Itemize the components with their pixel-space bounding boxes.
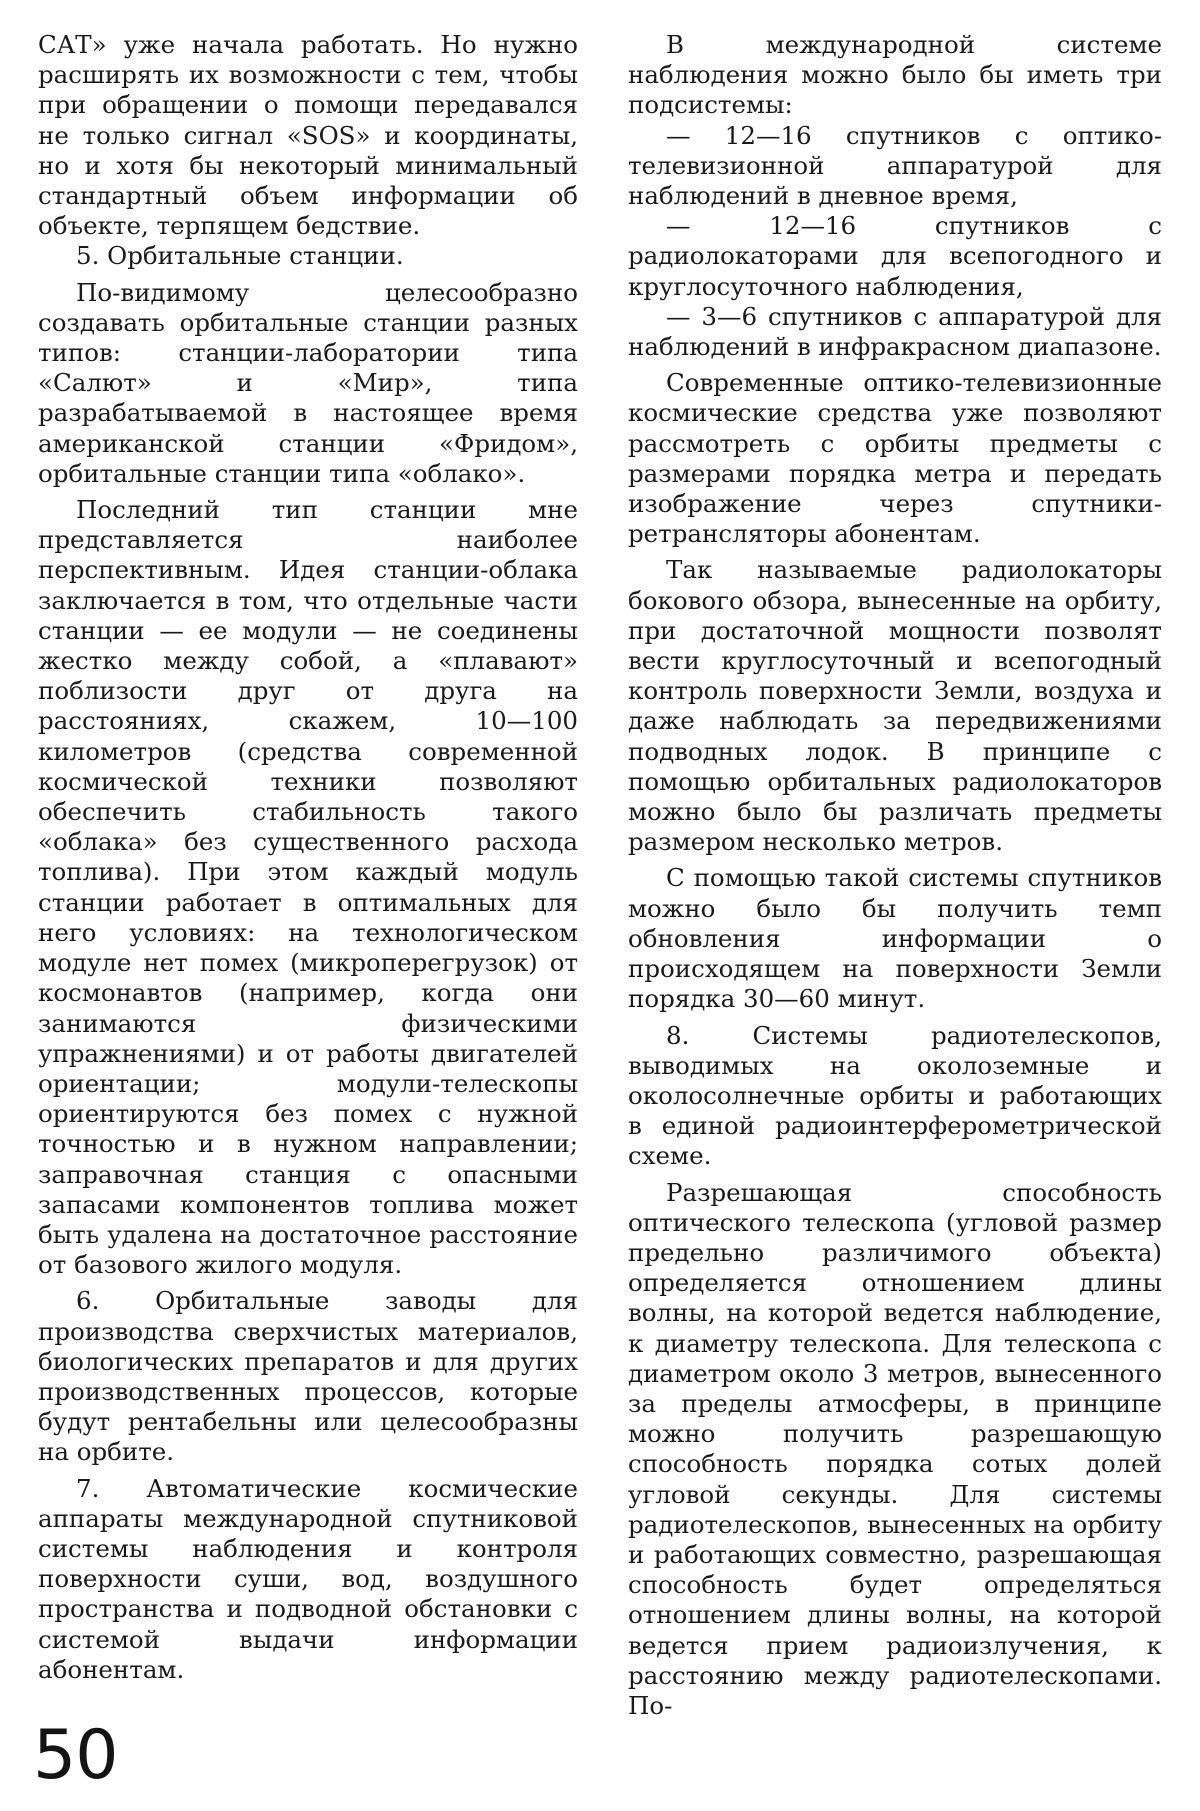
page-number: 50 (33, 1716, 118, 1795)
paragraph: По-видимому целесообразно создавать орбитальные станции разных типов: станции-лаборатории типа «Салют» и «Мир», типа разрабатываемой в настоящее время американской станции «Фридом», орбитальные станции типа «облако». (38, 277, 578, 488)
list-item: — 3—6 спутников с аппаратурой для наблюдений в инфракрасном диапазоне. (628, 301, 1162, 362)
list-item: — 12—16 спутников с радиолокаторами для всепогодного и круглосуточного наблюдения, (628, 211, 1162, 301)
section-item-automatic-spacecraft: 7. Автоматические космические аппараты международной спутниковой системы наблюдения и контроля поверхности суши, вод, воздушного пространства и подводной обстановки с системой выдачи информации абонентам. (38, 1473, 578, 1684)
section-item-orbital-factories: 6. Орбитальные заводы для производства сверхчистых материалов, биологических препаратов и для других производственных процессов, которые будут рентабельны или целесообразны на орбите. (38, 1286, 578, 1467)
right-column (628, 30, 1162, 1721)
section-item-radio-telescopes: 8. Системы радиотелескопов, выводимых на околоземные и околосолнечные орбиты и работающих в единой радиоинтерферометрической схеме. (628, 1020, 1162, 1171)
left-column (38, 30, 578, 1685)
paragraph: В международной системе наблюдения можно было бы иметь три подсистемы: (628, 30, 1162, 120)
list-item: — 12—16 спутников с оптико-телевизионной аппаратурой для наблюдений в дневное время, (628, 120, 1162, 211)
paragraph: Разрешающая способность оптического телескопа (угловой размер предельно различимого объекта) определяется отношением длины волны, на которой ведется наблюдение, к диаметру телескопа. Для телескопа с диаметром около 3 метров, вынесенного за пределы атмосферы, в принципе можно получить разрешающую способность порядка сотых долей угловой секунды. Для системы радиотелескопов, вынесенных на орбиту и работающих совместно, разрешающая способность будет определяться отношением длины волны, на которой ведется прием радиоизлучения, к расстоянию между радиотелескопами. По- (628, 1177, 1162, 1720)
paragraph: Последний тип станции мне представляется наиболее перспективным. Идея станции-облака заключается в том, что отдельные части станции — ее модули — не соединены жестко между собой, а «плавают» поблизости друг от друга на расстояниях, скажем, 10—100 километров (средства современной космической техники позволяют обеспечить стабильность такого «облака» без существенного расхода топлива). При этом каждый модуль станции работает в оптимальных для него условиях: на технологическом модуле нет помех (микроперегрузок) от космонавтов (например, когда они занимаются физическими упражнениями) и от работы двигателей ориентации; модули-телескопы ориентируются без помех с нужной точностью и в нужном направлении; заправочная станция с опасными запасами компонентов топлива может быть удалена на достаточное расстояние от базового жилого модуля. (38, 495, 578, 1280)
paragraph-continuation: САТ» уже начала работать. Но нужно расширять их возможности с тем, чтобы при обращении о помощи передавался не только сигнал «SOS» и координаты, но и хотя бы некоторый минимальный стандартный объем информации об объекте, терпящем бедствие. (38, 30, 578, 241)
paragraph: Современные оптико-телевизионные космические средства уже позволяют рассмотреть с орбиты предметы с размерами порядка метра и передать изображение через спутники-ретрансляторы абонентам. (628, 368, 1162, 549)
paragraph: Так называемые радиолокаторы бокового обзора, вынесенные на орбиту, при достаточной мощности позволят вести круглосуточный и всепогодный контроль поверхности Земли, воздуха и даже наблюдать за передвижениями подводных лодок. В принципе с помощью орбитальных радиолокаторов можно было бы различать предметы размером несколько метров. (628, 555, 1162, 857)
paragraph: С помощью такой системы спутников можно было бы получить темп обновления информации о происходящем на поверхности Земли порядка 30—60 минут. (628, 863, 1162, 1014)
section-heading-orbital-stations: 5. Орбитальные станции. (76, 241, 404, 271)
